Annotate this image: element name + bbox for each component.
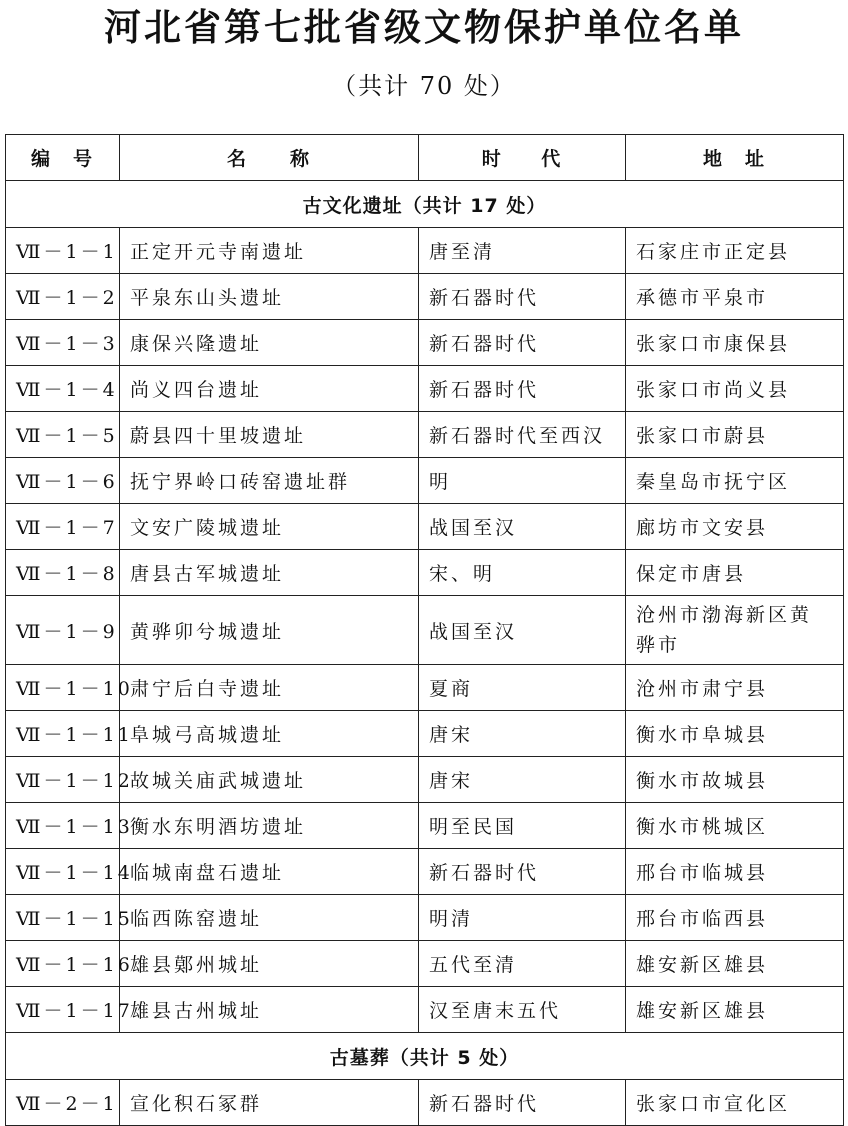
table-row — [6, 941, 844, 987]
cell-address: 张家口市蔚县 — [626, 412, 844, 458]
cell-code: Ⅶ－1－7 — [6, 504, 120, 550]
cell-address: 秦皇岛市抚宁区 — [626, 458, 844, 504]
cell-address: 邢台市临西县 — [626, 895, 844, 941]
cell-code: Ⅶ－1－2 — [6, 274, 120, 320]
cell-address: 承德市平泉市 — [626, 274, 844, 320]
cell-address: 张家口市尚义县 — [626, 366, 844, 412]
cell-era: 新石器时代 — [419, 366, 626, 412]
cell-address: 沧州市渤海新区黄骅市 — [626, 596, 844, 665]
heritage-table — [5, 134, 844, 1126]
cell-code: Ⅶ－1－15 — [6, 895, 120, 941]
cell-code: Ⅶ－2－1 — [6, 1080, 120, 1126]
table-row — [6, 274, 844, 320]
cell-code: Ⅶ－1－1 — [6, 228, 120, 274]
table-row — [6, 458, 844, 504]
cell-code: Ⅶ－1－14 — [6, 849, 120, 895]
cell-era: 新石器时代至西汉 — [419, 412, 626, 458]
section-heading: 古文化遗址（共计 17 处） — [6, 181, 844, 228]
cell-name: 唐县古军城遗址 — [120, 550, 419, 596]
table-row — [6, 757, 844, 803]
page-subtitle: （共计 70 处） — [332, 72, 516, 100]
cell-era: 唐宋 — [419, 711, 626, 757]
cell-address: 张家口市宣化区 — [626, 1080, 844, 1126]
cell-code: Ⅶ－1－11 — [6, 711, 120, 757]
cell-code: Ⅶ－1－13 — [6, 803, 120, 849]
cell-code: Ⅶ－1－16 — [6, 941, 120, 987]
cell-name: 正定开元寺南遗址 — [120, 228, 419, 274]
cell-name: 雄县鄚州城址 — [120, 941, 419, 987]
cell-name: 临城南盘石遗址 — [120, 849, 419, 895]
cell-era: 唐宋 — [419, 757, 626, 803]
cell-name: 抚宁界岭口砖窑遗址群 — [120, 458, 419, 504]
cell-name: 肃宁后白寺遗址 — [120, 665, 419, 711]
cell-address: 衡水市故城县 — [626, 757, 844, 803]
cell-era: 新石器时代 — [419, 274, 626, 320]
cell-name: 尚义四台遗址 — [120, 366, 419, 412]
cell-era: 明清 — [419, 895, 626, 941]
table-row — [6, 596, 844, 665]
cell-era: 战国至汉 — [419, 596, 626, 665]
table-row — [6, 320, 844, 366]
table-row — [6, 1080, 844, 1126]
table-row — [6, 504, 844, 550]
cell-name: 蔚县四十里坡遗址 — [120, 412, 419, 458]
cell-code: Ⅶ－1－8 — [6, 550, 120, 596]
cell-name: 黄骅卯兮城遗址 — [120, 596, 419, 665]
cell-code: Ⅶ－1－12 — [6, 757, 120, 803]
cell-era: 明 — [419, 458, 626, 504]
section-heading-row — [6, 1033, 844, 1080]
cell-address: 邢台市临城县 — [626, 849, 844, 895]
table-row — [6, 665, 844, 711]
cell-code: Ⅶ－1－3 — [6, 320, 120, 366]
cell-address: 衡水市阜城县 — [626, 711, 844, 757]
section-heading-row — [6, 181, 844, 228]
cell-era: 新石器时代 — [419, 849, 626, 895]
cell-code: Ⅶ－1－9 — [6, 596, 120, 665]
cell-era: 唐至清 — [419, 228, 626, 274]
cell-address: 保定市唐县 — [626, 550, 844, 596]
table-row — [6, 550, 844, 596]
cell-name: 宣化积石冢群 — [120, 1080, 419, 1126]
page-title: 河北省第七批省级文物保护单位名单 — [104, 6, 744, 49]
cell-era: 新石器时代 — [419, 320, 626, 366]
table-row — [6, 228, 844, 274]
cell-code: Ⅶ－1－6 — [6, 458, 120, 504]
cell-code: Ⅶ－1－17 — [6, 987, 120, 1033]
cell-name: 衡水东明酒坊遗址 — [120, 803, 419, 849]
cell-era: 新石器时代 — [419, 1080, 626, 1126]
column-header-address: 地 址 — [626, 135, 844, 181]
cell-code: Ⅶ－1－5 — [6, 412, 120, 458]
cell-era: 五代至清 — [419, 941, 626, 987]
cell-address: 衡水市桃城区 — [626, 803, 844, 849]
column-header-name: 名 称 — [120, 135, 419, 181]
cell-name: 平泉东山头遗址 — [120, 274, 419, 320]
cell-era: 夏商 — [419, 665, 626, 711]
table-row — [6, 412, 844, 458]
table-header-row — [6, 135, 844, 181]
section-heading: 古墓葬（共计 5 处） — [6, 1033, 844, 1080]
cell-name: 阜城弓高城遗址 — [120, 711, 419, 757]
cell-era: 战国至汉 — [419, 504, 626, 550]
cell-name: 康保兴隆遗址 — [120, 320, 419, 366]
cell-era: 明至民国 — [419, 803, 626, 849]
cell-name: 临西陈窑遗址 — [120, 895, 419, 941]
cell-address: 雄安新区雄县 — [626, 987, 844, 1033]
cell-name: 雄县古州城址 — [120, 987, 419, 1033]
cell-address: 沧州市肃宁县 — [626, 665, 844, 711]
table-row — [6, 849, 844, 895]
table-body — [6, 181, 844, 1126]
cell-era: 汉至唐末五代 — [419, 987, 626, 1033]
table-row — [6, 895, 844, 941]
table-row — [6, 711, 844, 757]
cell-code: Ⅶ－1－4 — [6, 366, 120, 412]
column-header-era: 时 代 — [419, 135, 626, 181]
cell-address: 雄安新区雄县 — [626, 941, 844, 987]
table-row — [6, 366, 844, 412]
cell-name: 文安广陵城遗址 — [120, 504, 419, 550]
cell-code: Ⅶ－1－10 — [6, 665, 120, 711]
cell-address: 张家口市康保县 — [626, 320, 844, 366]
cell-name: 故城关庙武城遗址 — [120, 757, 419, 803]
table-row — [6, 803, 844, 849]
column-header-code: 编 号 — [6, 135, 120, 181]
cell-address: 廊坊市文安县 — [626, 504, 844, 550]
cell-address: 石家庄市正定县 — [626, 228, 844, 274]
table-row — [6, 987, 844, 1033]
cell-era: 宋、明 — [419, 550, 626, 596]
